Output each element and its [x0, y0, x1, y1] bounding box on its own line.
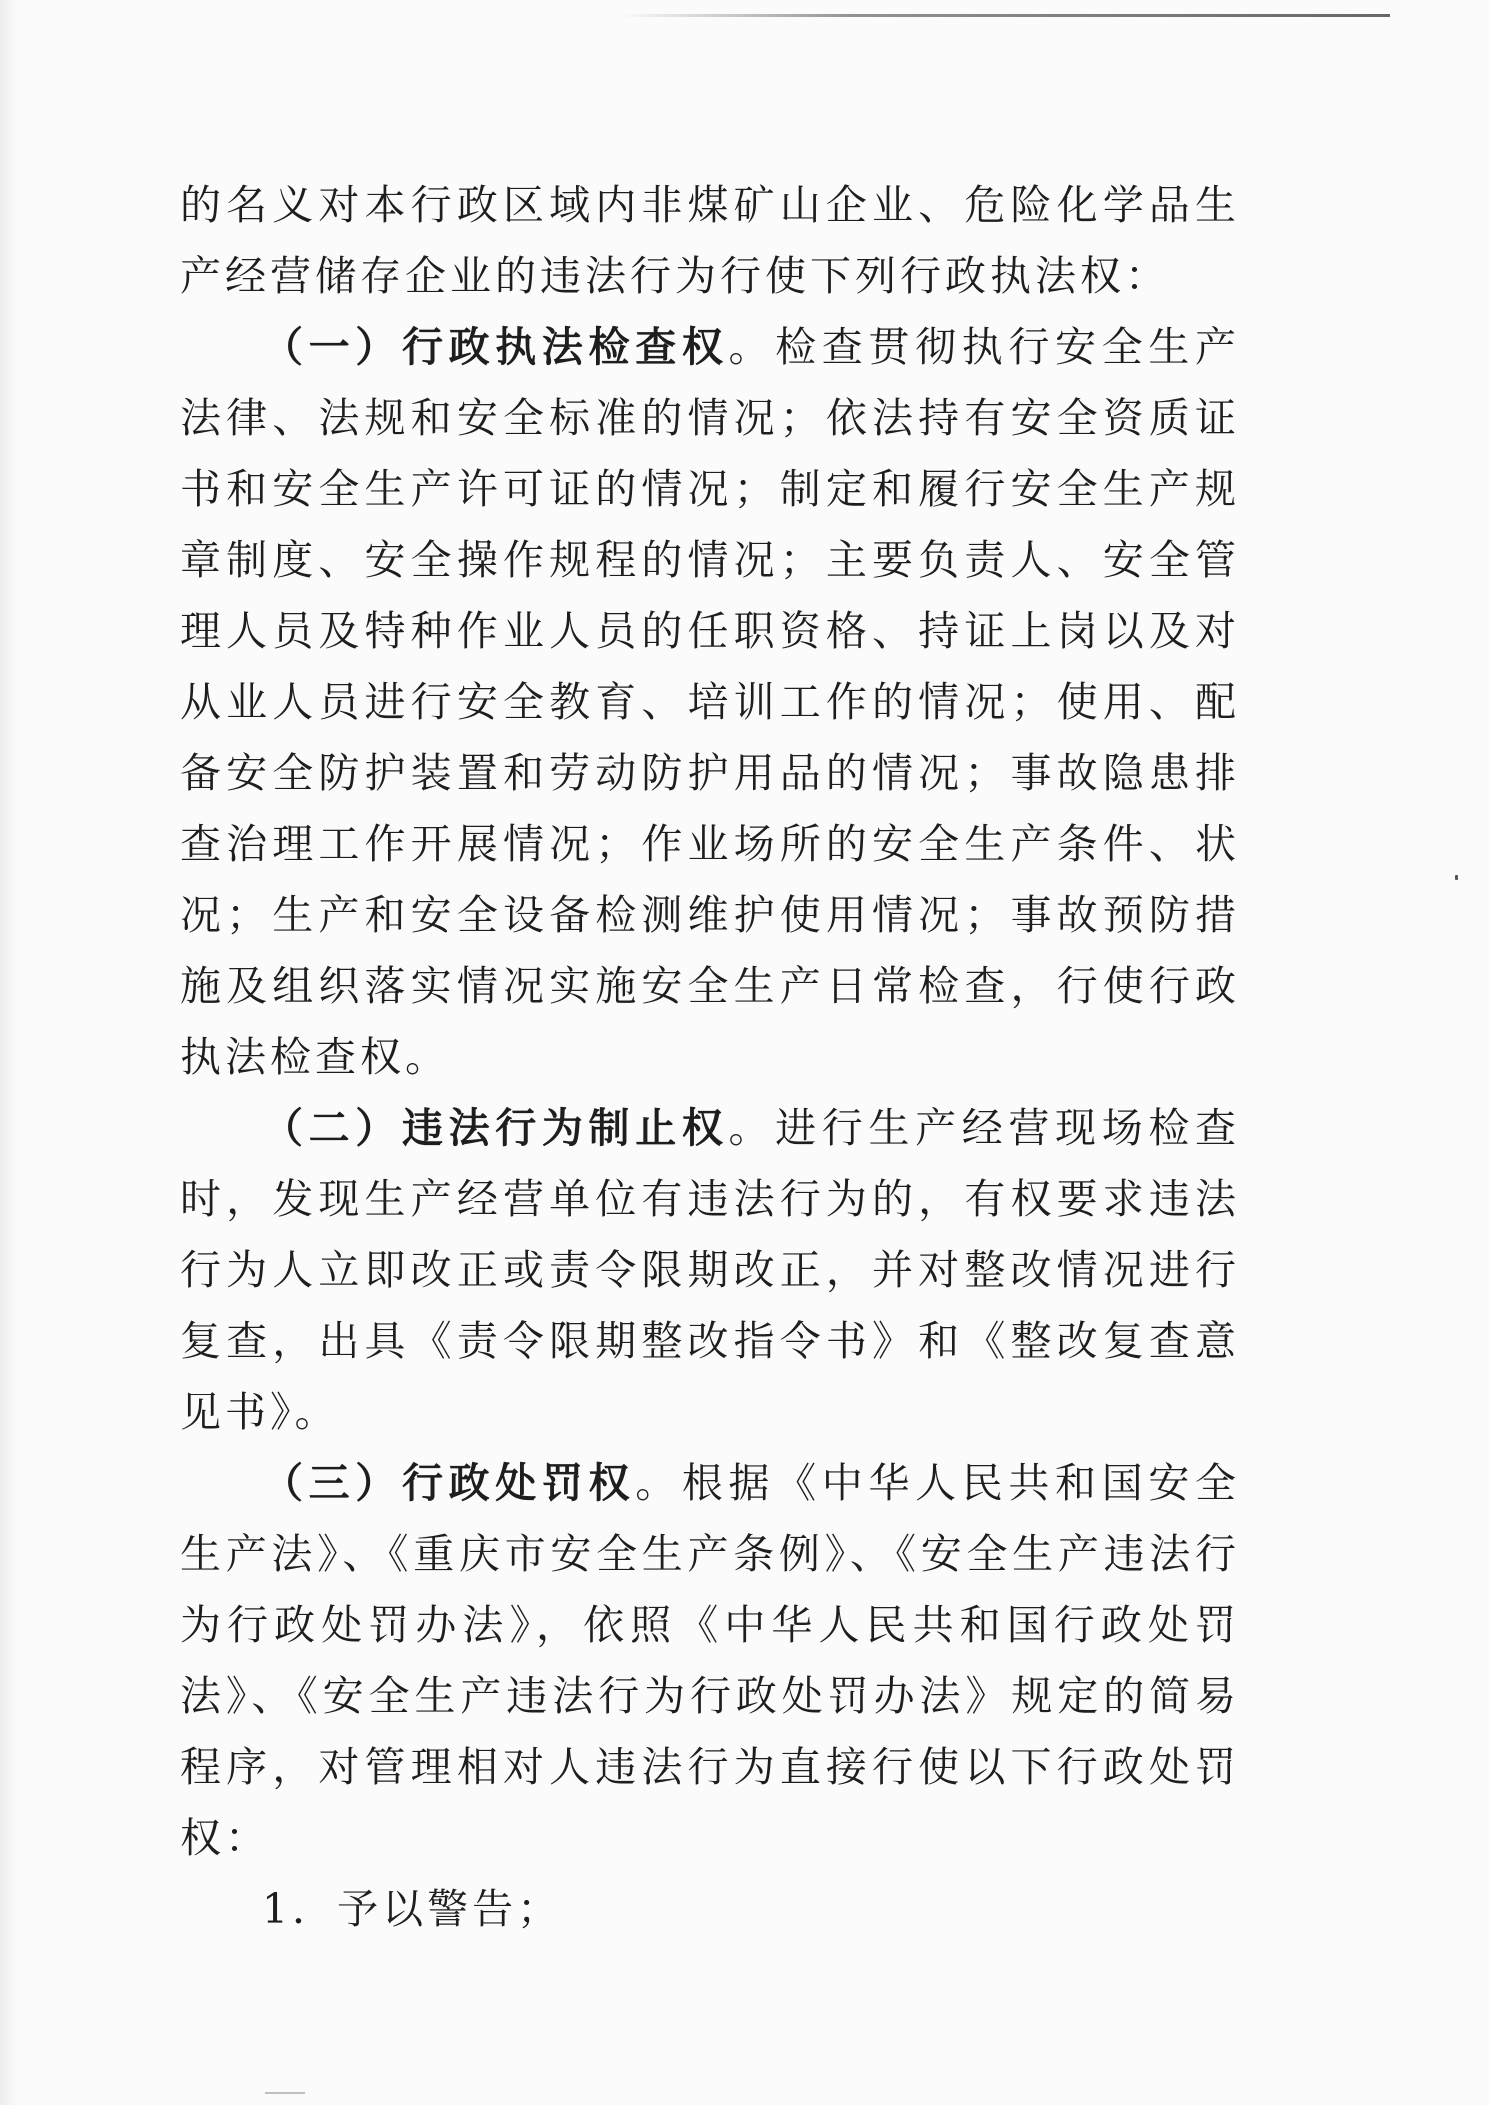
- document-body: [180, 170, 1240, 1945]
- paragraph-text: 。根据《中华人民共和国安全生产法》、《重庆市安全生产条例》、《安全生产违法行为行政处罚办法》，依照《中华人民共和国行政处罚法》、《安全生产违法行为行政处罚办法》规定的简易程序，对管理相对人违法行为直接行使以下行政处罚权：: [180, 1459, 1241, 1862]
- paragraph-text: 。进行生产经营现场检查时，发现生产经营单位有违法行为的，有权要求违法行为人立即改正或责令限期改正，并对整改情况进行复查，出具《责令限期整改指令书》和《整改复查意见书》。: [180, 1104, 1240, 1436]
- paragraph-text: 。检查贯彻执行安全生产法律、法规和安全标准的情况；依法持有安全资质证书和安全生产许可证的情况；制定和履行安全生产规章制度、安全操作规程的情况；主要负责人、安全管理人员及特种作业人员的任职资格、持证上岗以及对从业人员进行安全教育、培训工作的情况；使用、配备安全防护装置和劳动防护用品的情况；事故隐患排查治理工作开展情况；作业场所的安全生产条件、状况；生产和安全设备检测维护使用情况；事故预防措施及组织落实情况实施安全生产日常检查，行使行政执法检查权。: [180, 323, 1240, 1081]
- paragraph-intro: [180, 170, 1240, 312]
- paragraph-heading: （二）违法行为制止权: [262, 1104, 729, 1152]
- paragraph-penalty-right: [180, 1448, 1240, 1874]
- scan-artifact-line: [620, 14, 1390, 17]
- scan-artifact-dot: [1455, 875, 1458, 880]
- paragraph-heading: （三）行政处罚权: [262, 1459, 636, 1507]
- paragraph-stop-right: [180, 1093, 1240, 1448]
- paragraph-inspection-right: [180, 312, 1240, 1093]
- scan-edge-shadow: [0, 0, 18, 2105]
- list-item-warning: [180, 1874, 1240, 1945]
- paragraph-heading: （一）行政执法检查权: [262, 323, 729, 371]
- scan-artifact-mark: [265, 2092, 305, 2094]
- paragraph-text: 的名义对本行政区域内非煤矿山企业、危险化学品生产经营储存企业的违法行为行使下列行政执法权：: [180, 181, 1240, 300]
- list-item-text: 1．予以警告；: [262, 1885, 563, 1933]
